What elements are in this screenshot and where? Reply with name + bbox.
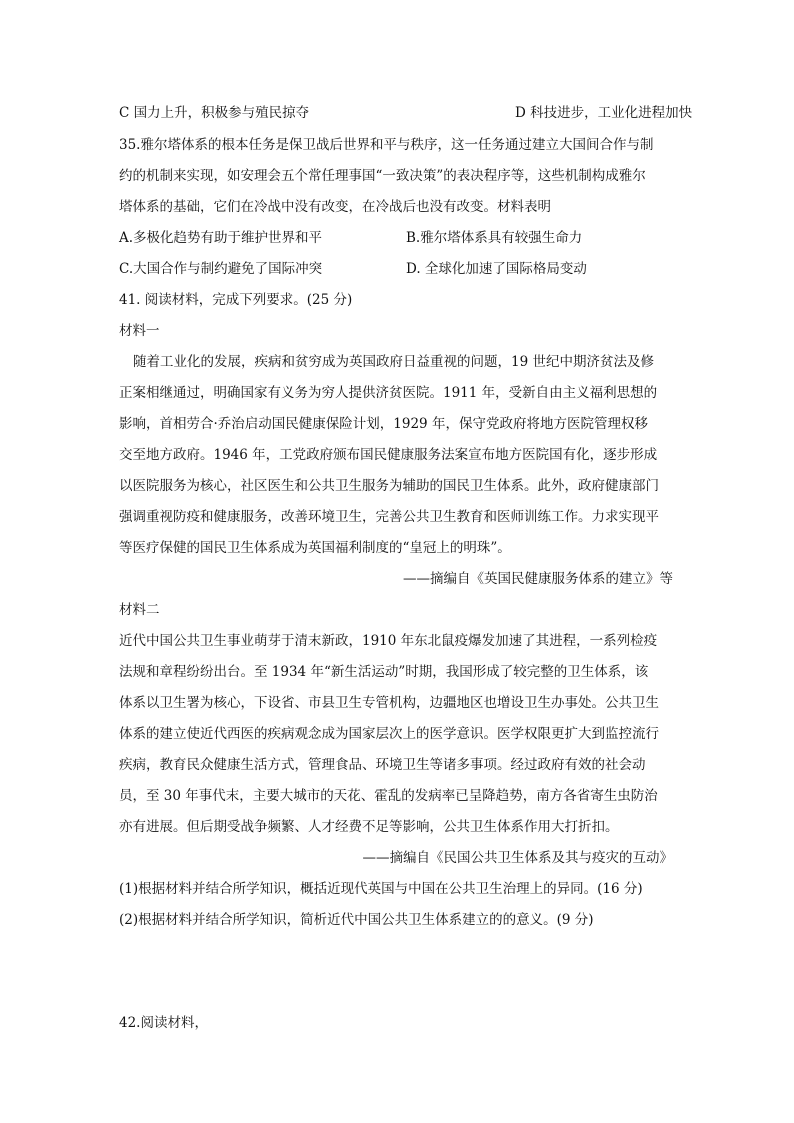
material1-line: 交至地方政府。1946 年，工党政府颁布国民健康服务法案宣布地方医院国有化，逐步形成 <box>119 447 658 463</box>
material1-line: 随着工业化的发展，疾病和贫穷成为英国政府日益重视的问题，19 世纪中期济贫法及修 <box>133 354 654 370</box>
q35-option-c: C.大国合作与制约避免了国际冲突 <box>119 261 323 277</box>
material1-source: ——摘编自《英国民健康服务体系的建立》等 <box>403 571 673 587</box>
q42-heading: 42.阅读材料， <box>119 1015 208 1031</box>
material2-line: 体系以卫生署为核心，下设省、市县卫生专管机构，边疆地区也增设卫生办事处。公共卫生 <box>119 695 659 711</box>
material1-line: 强调重视防疫和健康服务，改善环境卫生，完善公共卫生教育和医师训练工作。力求实现平 <box>119 509 659 525</box>
q35-option-a: A.多极化趋势有助于维护世界和平 <box>119 230 323 246</box>
q35-option-row <box>119 228 679 248</box>
material2-label: 材料二 <box>119 602 160 618</box>
material1-label: 材料一 <box>119 323 160 339</box>
material2-source: ——摘编自《民国公共卫生体系及其与疫灾的互动》 <box>362 850 673 866</box>
material2-line: 亦有进展。但后期受战争频繁、人才经费不足等影响，公共卫生体系作用大打折扣。 <box>119 819 619 835</box>
q35-stem-line: 35.雅尔塔体系的根本任务是保卫战后世界和平与秩序，这一任务通过建立大国间合作与制 <box>119 137 654 153</box>
material1-line: 影响，首相劳合·乔治启动国民健康保险计划，1929 年，保守党政府将地方医院管理权移 <box>119 416 648 432</box>
q41-heading: 41. 阅读材料，完成下列要求。(25 分) <box>119 292 353 308</box>
q41-subquestion-1: (1)根据材料并结合所学知识，概括近现代英国与中国在公共卫生治理上的异同。(16 分) <box>119 881 643 897</box>
q35-stem-line: 约的机制来实现，如安理会五个常任理事国“一致决策”的表决程序等，这些机制构成雅尔 <box>119 168 646 184</box>
q35-option-row <box>119 259 679 279</box>
q34-option-c: C 国力上升，积极参与殖民掠夺 <box>119 105 310 121</box>
q34-option-row <box>119 103 693 123</box>
material2-line: 员，至 30 年事代末，主要大城市的天花、霍乱的发病率已呈降趋势，南方各省寄生虫防治 <box>119 788 658 804</box>
material2-line: 近代中国公共卫生事业萌芽于清末新政，1910 年东北鼠疫爆发加速了其进程，一系列检疫 <box>119 633 658 649</box>
material1-line: 等医疗保健的国民卫生体系成为英国福利制度的“皇冠上的明珠”。 <box>119 540 511 556</box>
q35-option-b: B.雅尔塔体系具有较强生命力 <box>406 230 583 246</box>
material1-line: 以医院服务为核心，社区医生和公共卫生服务为辅助的国民卫生体系。此外，政府健康部门 <box>119 478 659 494</box>
material2-line: 法规和章程纷纷出台。至 1934 年“新生活运动”时期，我国形成了较完整的卫生体系，该 <box>119 664 649 680</box>
q34-option-d: D 科技进步，工业化进程加快 <box>515 105 693 121</box>
material1-line: 正案相继通过，明确国家有义务为穷人提供济贫医院。1911 年，受新自由主义福利思想的 <box>119 385 658 401</box>
material2-line: 疾病，教育民众健康生活方式，管理食品、环境卫生等诸多事项。经过政府有效的社会动 <box>119 757 646 773</box>
q41-subquestion-2: (2)根据材料并结合所学知识，简析近代中国公共卫生体系建立的的意义。(9 分) <box>119 912 594 928</box>
q35-option-d: D. 全球化加速了国际格局变动 <box>406 261 587 277</box>
material2-line: 体系的建立使近代西医的疾病观念成为国家层次上的医学意识。医学权限更扩大到监控流行 <box>119 726 659 742</box>
q35-stem-line: 塔体系的基础，它们在冷战中没有改变，在冷战后也没有改变。材料表明 <box>119 199 551 215</box>
